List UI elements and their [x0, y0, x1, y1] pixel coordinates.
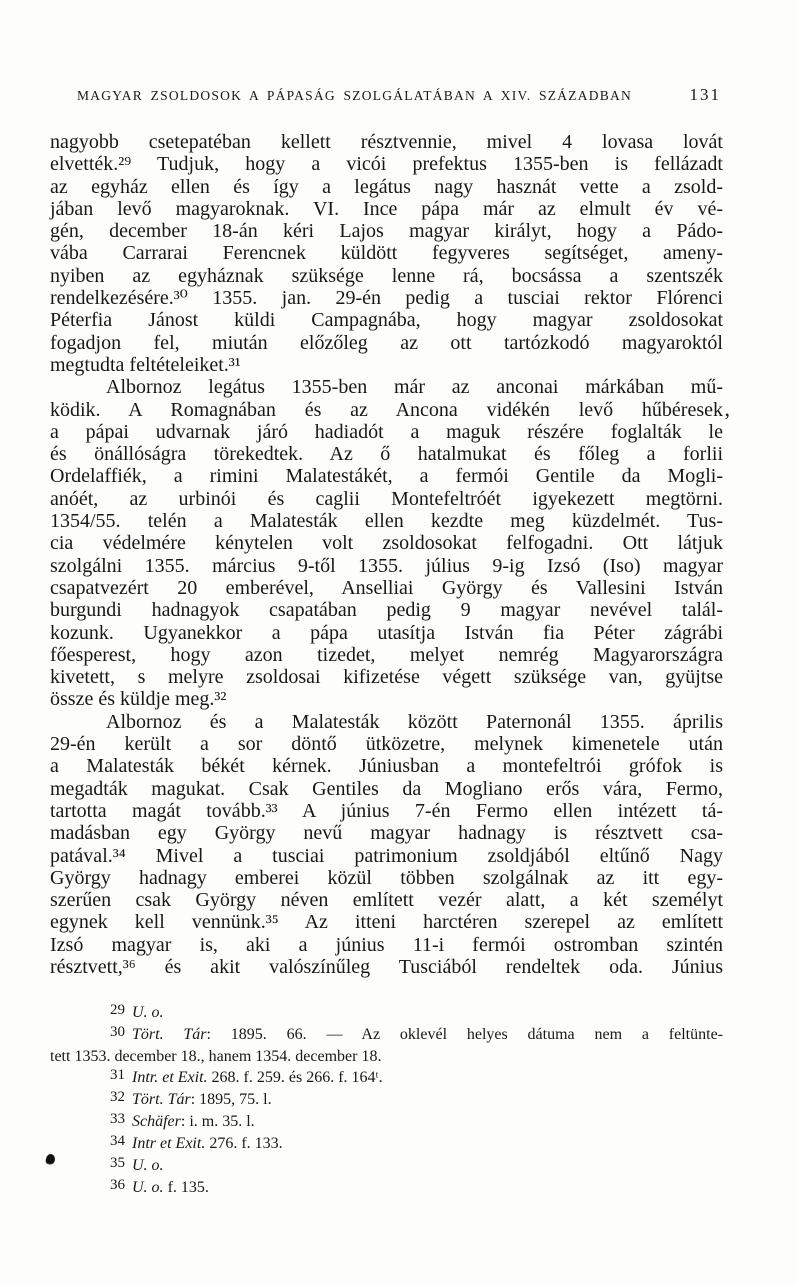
footnote-source: Intr. et Exit. — [132, 1069, 208, 1086]
footnote-number: 32 — [110, 1089, 125, 1105]
text-line: szolgálni 1355. március 9-től 1355. július 9-ig Izsó (Iso) magyar — [50, 554, 723, 577]
text-line: az egyház ellen és így a legátus nagy hasznát vette a zsold- — [50, 175, 723, 198]
footnote-line — [50, 1067, 723, 1089]
footnote-text: 276. f. 133. — [205, 1135, 283, 1152]
paragraph — [50, 711, 723, 979]
footnote-number: 36 — [110, 1177, 125, 1193]
footnote-number: 33 — [110, 1111, 125, 1127]
text-line: résztvett,³⁶ és akit valószínűleg Tusciából rendeltek oda. Június — [50, 955, 723, 978]
text-line: elvették.²⁹ Tudjuk, hogy a vicói prefektus 1355-ben is fellázadt — [50, 153, 723, 176]
text-line: tartotta magát tovább.³³ A június 7-én Fermo ellen intézett tá- — [50, 799, 723, 822]
footnotes — [50, 1002, 723, 1199]
text-line: szerűen csak György néven említett vezér alatt, a két személyt — [50, 889, 723, 912]
text-line: anóét, az urbinói és caglii Montefeltróét igyekezett megtörni. — [50, 487, 723, 510]
footnote-continuation-line: tett 1353. december 18., hanem 1354. december 18. — [50, 1048, 382, 1065]
footnote-source: Tört. Tár — [132, 1026, 207, 1043]
text-line: kozunk. Ugyanekkor a pápa utasítja István fia Péter zágrábi — [50, 621, 723, 644]
footnote-source: U. o. — [132, 1179, 164, 1196]
footnote-line — [50, 1024, 723, 1046]
footnote-line — [50, 1155, 723, 1177]
text-line: nyiben az egyháznak szüksége lenne rá, bocsássa a szentszék — [50, 264, 723, 287]
footnote-text: : i. m. 35. l. — [180, 1113, 255, 1130]
text-line: Izsó magyar is, aki a június 11-i fermói ostromban szintén — [50, 933, 723, 956]
footnote-source: Schäfer — [132, 1113, 181, 1130]
footnote-source: Intr et Exit. — [132, 1135, 206, 1152]
footnote-source: Tört. Tár — [132, 1091, 191, 1108]
footnote-text: f. 135. — [163, 1179, 209, 1196]
text-line: György hadnagy emberei közül többen szolgálnak az itt egy- — [50, 866, 723, 889]
text-line: Ordelaffiék, a rimini Malatestákét, a fermói Gentile da Mogli- — [50, 465, 723, 488]
text-line: a pápai udvarnak járó hadiadót a maguk részére foglalták le — [50, 420, 723, 443]
text-line: burgundi hadnagyok csapatában pedig 9 magyar nevével talál- — [50, 599, 723, 622]
text-line: Albornoz legátus 1355-ben már az anconai márkában mű- — [106, 376, 723, 399]
text-line: ködik. A Romagnában és az Ancona vidékén levő hűbéresek — [50, 398, 723, 421]
text-line: egynek kell vennünk.³⁵ Az itteni harctéren szerepel az említett — [50, 911, 723, 934]
footnote-number: 35 — [110, 1155, 125, 1171]
text-line: 29-én került a sor döntő ütközetre, melynek kimenetele után — [50, 733, 723, 756]
page-number: 131 — [689, 85, 721, 104]
footnote-number: 30 — [110, 1024, 125, 1040]
footnote-text: : 1895. 66. — Az oklevél helyes dátuma nem a feltünte- — [206, 1026, 723, 1043]
text-line: megtudta feltételeiket.³¹ — [50, 353, 241, 376]
text-line: vába Carrarai Ferencnek küldött fegyveres segítséget, ameny- — [50, 242, 723, 265]
text-line: csapatvezért 20 emberével, Anselliai György és Vallesini István — [50, 576, 723, 599]
text-line: 1354/55. telén a Malatesták ellen kezdte meg küzdelmét. Tus- — [50, 510, 723, 533]
footnote-line — [50, 1111, 723, 1133]
text-line: rendelkezésére.³⁰ 1355. jan. 29-én pedig a tusciai rektor Flórenci — [50, 287, 723, 310]
paragraph — [50, 131, 723, 376]
paragraph — [50, 376, 723, 710]
footnote-source: U. o. — [132, 1157, 164, 1174]
text-line: nagyobb csetepatéban kellett résztvennie, mivel 4 lovasa lovát — [50, 131, 723, 153]
text-line: jában levő magyaroknak. VI. Ince pápa már az elmult év vé- — [50, 197, 723, 220]
text-line: megadták magukat. Csak Gentiles da Mogliano erős vára, Fermo, — [50, 777, 723, 800]
text-line: madásban egy György nevű magyar hadnagy is résztvett csa- — [50, 822, 723, 845]
running-head-title: MAGYAR ZSOLDOSOK A PÁPASÁG SZOLGÁLATÁBAN A XIV. SZÁZADBAN — [76, 88, 633, 103]
margin-mark-artifact: , — [724, 396, 730, 421]
text-line: fogadjon fel, miután előzőleg az ott tartózkodó magyaroktól — [50, 331, 723, 354]
footnote-number: 34 — [110, 1133, 125, 1149]
footnote-text: : 1895, 75. l. — [190, 1091, 272, 1108]
footnote-source: U. o. — [132, 1004, 164, 1021]
text-line: cia védelmére kénytelen volt zsoldosokat felfogadni. Ott látjuk — [50, 532, 723, 555]
footnote-line — [50, 1002, 723, 1024]
text-line: Péterfia Jánost küldi Campagnába, hogy magyar zsoldosokat — [50, 309, 723, 332]
running-head — [50, 85, 723, 109]
footnote-number: 29 — [110, 1002, 125, 1018]
footnote-line — [50, 1133, 723, 1155]
body-text — [50, 131, 723, 978]
text-line: össze és küldje meg.³² — [50, 688, 227, 711]
text-line: patával.³⁴ Mivel a tusciai patrimonium zsoldjából eltűnő Nagy — [50, 844, 723, 867]
text-line: a Malatesták békét kérnek. Júniusban a montefeltrói grófok is — [50, 755, 723, 778]
footnote-number: 31 — [110, 1067, 125, 1083]
text-line: főesperest, hogy azon tizedet, melyet nemrég Magyarországra — [50, 643, 723, 666]
text-line: gén, december 18-án kéri Lajos magyar királyt, hogy a Pádo- — [50, 220, 723, 243]
footnote-line — [50, 1177, 723, 1199]
footnote-text: 268. f. 259. és 266. f. 164ᵗ. — [207, 1069, 383, 1086]
text-line: és önállóságra törekedtek. Az ő hatalmukat és főleg a forlii — [50, 443, 723, 466]
text-line: kivetett, s melyre zsoldosai kifizetése végett szüksége van, gyüjtse — [50, 666, 723, 689]
footnote-line — [50, 1089, 723, 1111]
text-line: Albornoz és a Malatesták között Paternonál 1355. április — [106, 710, 723, 733]
